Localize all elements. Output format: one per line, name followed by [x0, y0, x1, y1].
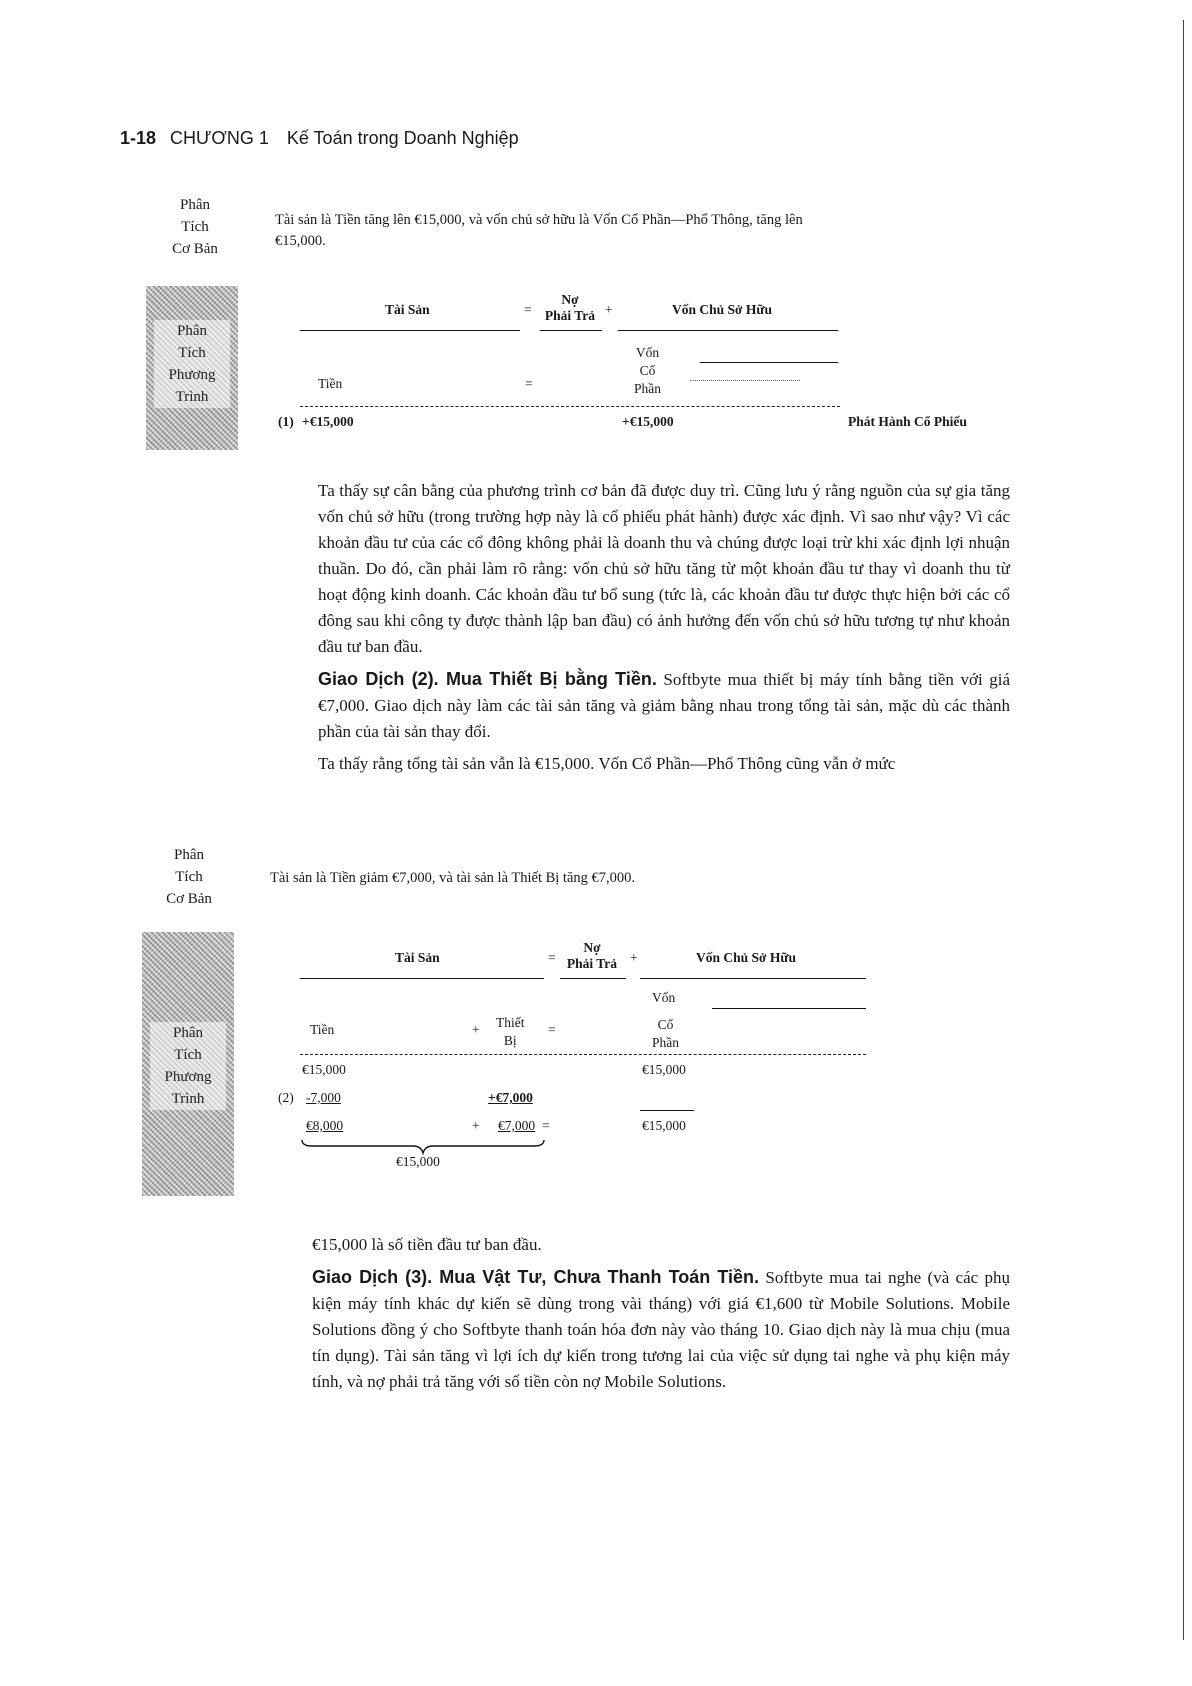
header-liabilities: Nợ Phải Trả	[544, 292, 596, 323]
total-assets: €15,000	[396, 1154, 440, 1169]
basic-analysis-text-1: Tài sản là Tiền tăng lên €15,000, và vốn chủ sở hữu là Vốn Cổ Phần—Phổ Thông, tăng lên €15,000.	[275, 212, 803, 249]
closing-equipment: €7,000	[498, 1118, 536, 1133]
header-equity: Vốn Chủ Sở Hữu	[696, 950, 796, 965]
basic-analysis-label-2: Phân Tích Cơ Bản	[166, 847, 212, 907]
body-text-1: Ta thấy sự cân bằng của phương trình cơ bản đã được duy trì. Cũng lưu ý rằng nguồn của sự gia tăng vốn chủ sở hữu (trong trường hợp này là cổ phiếu phát hành) được xác định. Vì sao như vậy? Vì các khoản đầu tư của các cổ đông không phải là doanh thu và chúng được loại trừ khi xác định lợi nhuận thuần. Do đó, cần phải làm rõ rằng: vốn chủ sở hữu tăng từ một khoản đầu tư thay vì doanh thu từ hoạt động kinh doanh. Các khoản đầu tư bổ sung (tức là, các khoản đầu tư được thực hiện bởi các cổ đông sau khi công ty được thành lập ban đầu) có ảnh hưởng đến vốn chủ sở hữu tương tự như khoản đầu tư ban đầu. Giao Dịch (2). Mua Thiết Bị bằng Tiền. Softbyte mua thiết bị máy tính bằng tiền với giá €7,000. Giao dịch này làm các tài sản tăng và giảm bằng nhau trong tổng tài sản, mặc dù các thành phần của tài sản thay đổi. Ta thấy rằng tổng tài sản vẫn là €15,000. Vốn Cổ Phần—Phổ Thông cũng vẫn ở mức	[318, 481, 1010, 773]
column-cash: Tiền	[310, 1022, 335, 1037]
dotted-line	[690, 380, 800, 381]
equation-analysis-label-2: Phân Tích Phương Trình	[142, 932, 234, 1196]
header-equals: =	[548, 950, 556, 965]
column-common-stock: Cổ Phần	[652, 1017, 679, 1050]
rule-stock-change	[640, 1110, 694, 1111]
column-common-stock: Vốn Cổ Phần	[634, 345, 661, 396]
rule-equity	[618, 330, 838, 331]
chapter-label: CHƯƠNG 1	[170, 128, 269, 148]
transaction-3-text: Softbyte mua tai nghe (và các phụ kiện máy tính khác dự kiến sẽ dùng trong vài tháng) với giá €1,600 từ Mobile Solutions. Mobile Solutions đồng ý cho Softbyte thanh toán hóa đơn này vào tháng 10. Giao dịch này là mua chịu (mua tín dụng). Tài sản tăng vì lợi ích dự kiến trong tương lai của việc sử dụng tai nghe và phụ kiện máy tính, và nợ phải trả tăng với số tiền còn nợ Mobile Solutions.	[312, 1268, 1011, 1391]
rule-columns	[300, 406, 840, 408]
header-plus: +	[630, 950, 638, 965]
chapter-title: Kế Toán trong Doanh Nghiệp	[286, 128, 519, 148]
transaction-3-heading: Giao Dịch (3). Mua Vật Tư, Chưa Thanh Toán Tiền.	[312, 1267, 760, 1287]
rule-columns	[300, 1054, 866, 1056]
header-equity: Vốn Chủ Sở Hữu	[672, 302, 772, 317]
basic-analysis-text-2: Tài sản là Tiền giảm €7,000, và tài sản là Thiết Bị tăng €7,000.	[270, 870, 636, 886]
equals-middle: =	[525, 376, 533, 391]
header-assets: Tài Sản	[395, 950, 440, 965]
opening-cash: €15,000	[302, 1062, 346, 1077]
page-number: 1-18	[120, 128, 157, 148]
scan-edge-line	[1183, 20, 1184, 1640]
transaction-note-1: Phát Hành Cổ Phiếu	[848, 414, 967, 429]
closing-cash: €8,000	[306, 1118, 344, 1133]
row-number-1: (1)	[278, 414, 294, 429]
row-number-2: (2)	[278, 1090, 294, 1105]
closing-stock: €15,000	[642, 1118, 686, 1133]
header-plus: +	[605, 302, 613, 317]
transaction-3-paragraph	[312, 1264, 1010, 1395]
transaction-2-text: Softbyte mua thiết bị máy tính bằng tiền với giá €7,000. Giao dịch này làm các tài sản tăng và giảm bằng nhau trong tổng tài sản, mặc dù các thành phần của tài sản thay đổi.	[318, 670, 1010, 741]
basic-analysis-label-1: Phân Tích Cơ Bản	[172, 197, 218, 257]
column-equipment: Thiết Bị	[496, 1015, 525, 1048]
rule-liabilities	[560, 978, 626, 979]
rule-assets	[300, 330, 520, 331]
header-equals: =	[524, 302, 532, 317]
rule-liabilities	[540, 330, 602, 331]
closing-plus: +	[472, 1118, 480, 1133]
page-header	[120, 128, 519, 149]
stock-value-1: +€15,000	[622, 414, 674, 429]
rule-equity-subhead	[712, 1008, 866, 1009]
cash-change-2: -7,000	[306, 1090, 341, 1105]
equation-analysis-label-1: Phân Tích Phương Trình	[146, 286, 238, 450]
closing-equals: =	[542, 1118, 550, 1133]
cash-value-1: +€15,000	[302, 414, 354, 429]
plus-middle: +	[472, 1022, 480, 1037]
rule-equity-subhead	[700, 362, 838, 363]
equipment-change-2: +€7,000	[488, 1090, 533, 1105]
column-stock-top: Vốn	[652, 990, 676, 1005]
column-cash: Tiền	[318, 376, 343, 391]
rule-assets	[300, 978, 544, 979]
rule-equity	[640, 978, 866, 979]
transaction-2-paragraph	[318, 666, 1010, 745]
header-liabilities: Nợ Phải Trả	[566, 940, 618, 971]
equals-middle: =	[548, 1022, 556, 1037]
opening-stock: €15,000	[642, 1062, 686, 1077]
header-assets: Tài Sản	[385, 302, 430, 317]
body-text-2: €15,000 là số tiền đầu tư ban đầu. Giao Dịch (3). Mua Vật Tư, Chưa Thanh Toán Tiền. Softbyte mua tai nghe (và các phụ kiện máy tính khác dự kiến sẽ dùng trong vài tháng) với giá €1,600 từ Mobile Solutions. Mobile Solutions đồng ý cho Softbyte thanh toán hóa đơn này vào tháng 10. Giao dịch này là mua chịu (mua tín dụng). Tài sản tăng vì lợi ích dự kiến trong tương lai của việc sử dụng tai nghe và phụ kiện máy tính, và nợ phải trả tăng với số tiền còn nợ Mobile Solutions.	[312, 1232, 1010, 1401]
transaction-2-heading: Giao Dịch (2). Mua Thiết Bị bằng Tiền.	[318, 669, 657, 689]
